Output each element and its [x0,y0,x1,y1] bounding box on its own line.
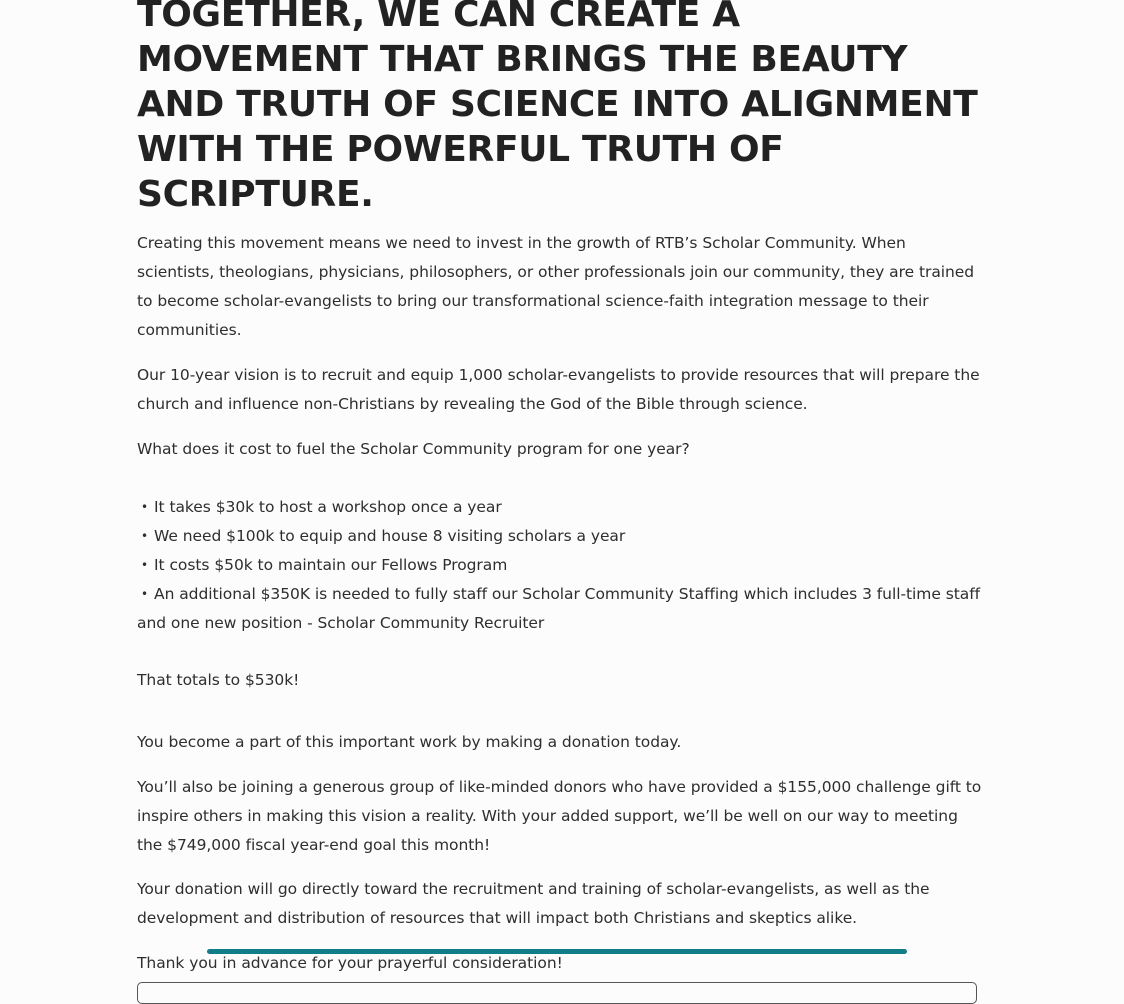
list-item [137,522,982,551]
list-item-text: It takes $30k to host a workshop once a year [154,498,502,516]
article-content [137,0,982,978]
list-item-text: We need $100k to equip and house 8 visiting scholars a year [154,527,626,545]
thanks-paragraph: Thank you in advance for your prayerful consideration! [137,954,563,972]
bullet-icon: • [141,500,149,514]
list-item [137,493,982,522]
intro-paragraph: Creating this movement means we need to invest in the growth of RTB’s Scholar Community. When scientists, theologians, physicians, philosophers, or other professionals join our community, they are trained to become scholar-evangelists to bring our transformational science-faith integration message to their communities. [137,234,975,339]
list-item-text: It costs $50k to maintain our Fellows Program [154,556,508,574]
impact-paragraph: Your donation will go directly toward the recruitment and training of scholar-evangelists, as well as the development and distribution of resources that will impact both Christians and skeptics alike. [137,880,930,927]
bullet-icon: • [141,529,149,543]
donate-paragraph: You become a part of this important work by making a donation today. [137,733,682,751]
form-box-top-edge [137,982,977,1004]
page-headline: TOGETHER, WE CAN CREATE A MOVEMENT THAT BRINGS THE BEAUTY AND TRUTH OF SCIENCE INTO ALIGNMENT WITH THE POWERFUL TRUTH OF SCRIPTURE. [137,0,978,215]
vision-paragraph: Our 10-year vision is to recruit and equip 1,000 scholar-evangelists to provide resources that will prepare the church and influence non-Christians by revealing the God of the Bible through science. [137,366,980,413]
section-divider [207,949,907,954]
bullet-icon: • [141,587,149,601]
bullet-icon: • [141,558,149,572]
list-item [137,580,982,638]
cost-question-paragraph: What does it cost to fuel the Scholar Community program for one year? [137,440,690,458]
list-item-text: An additional $350K is needed to fully staff our Scholar Community Staffing which includes 3 full-time staff and one new position - Scholar Community Recruiter [137,585,981,632]
cost-breakdown-list [137,493,982,638]
challenge-gift-paragraph: You’ll also be joining a generous group of like-minded donors who have provided a $155,000 challenge gift to inspire others in making this vision a reality. With your added support, we’ll be well on our way to meeting the $749,000 fiscal year-end goal this month! [137,778,982,854]
total-paragraph: That totals to $530k! [137,671,300,689]
list-item [137,551,982,580]
